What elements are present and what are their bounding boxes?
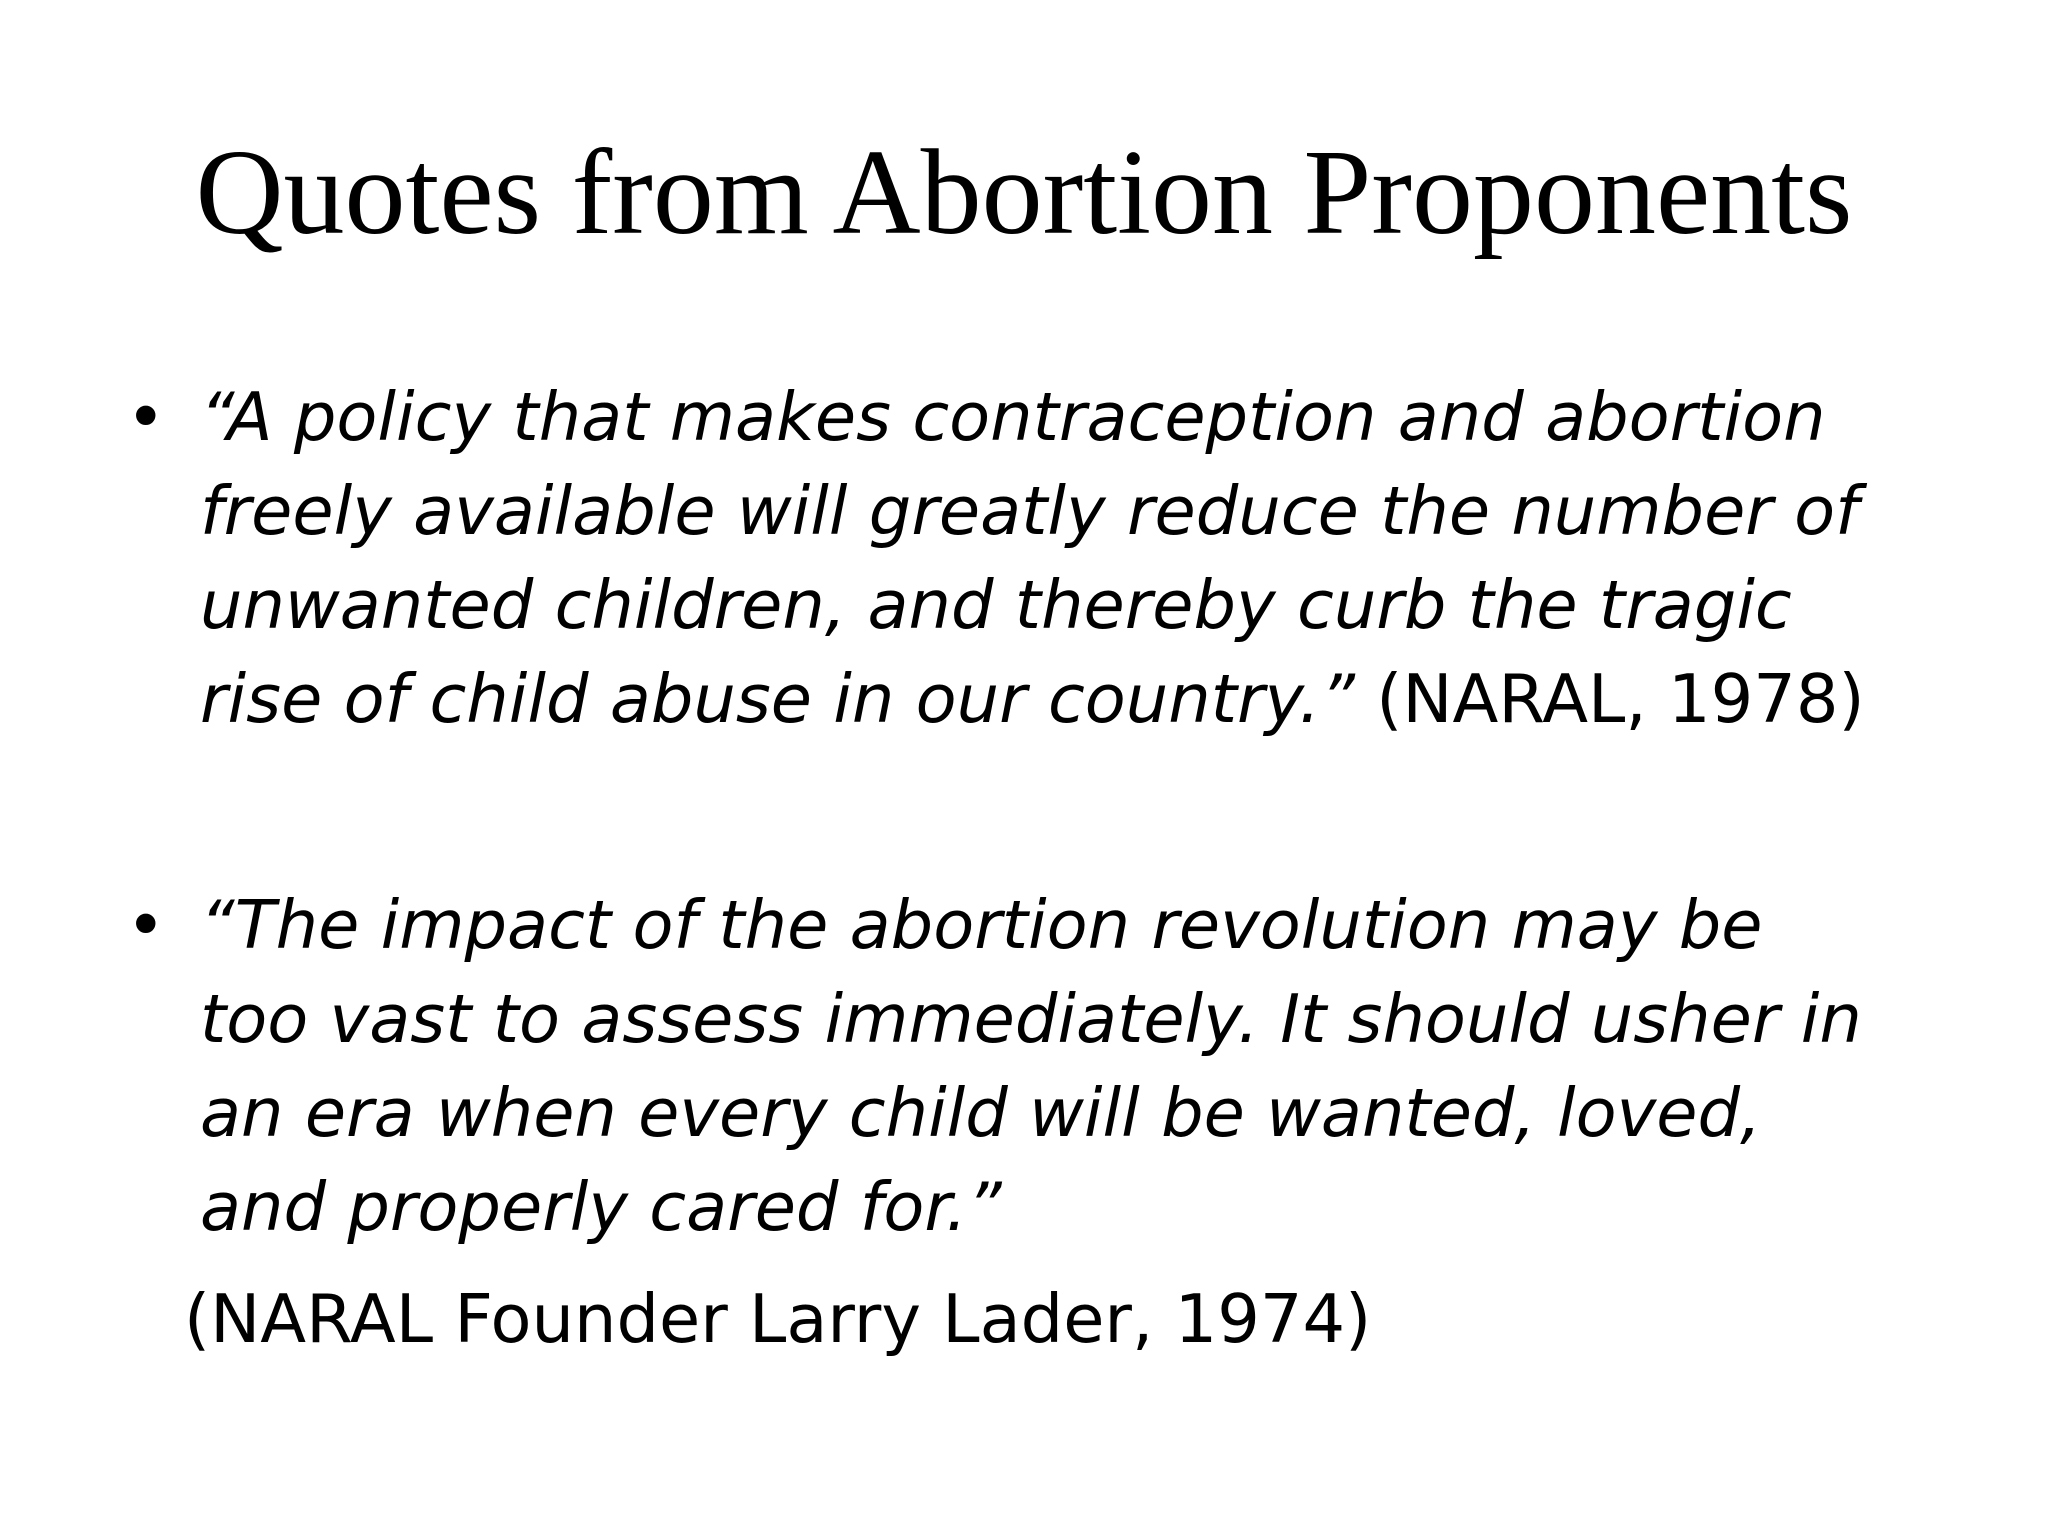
quote-line: unwanted children, and thereby curb the tragic: [200, 566, 1792, 644]
quote-line: freely available will greatly reduce the number of: [200, 472, 1859, 550]
quote-line: “The impact of the abortion revolution may be: [200, 886, 1763, 964]
quote-line: rise of child abuse in our country.”: [200, 660, 1355, 738]
quote-line: and properly cared for.”: [200, 1168, 1002, 1246]
bullet-marker: •: [126, 886, 166, 964]
bullet-marker: •: [126, 378, 166, 456]
quote-attribution: (NARAL, 1978): [1355, 660, 1865, 738]
quote-last-line: [200, 652, 1865, 746]
quote-line: an era when every child will be wanted, loved,: [200, 1074, 1762, 1152]
quote-attribution: (NARAL Founder Larry Lader, 1974): [184, 1280, 1372, 1358]
quote-line: “A policy that makes contraception and abortion: [200, 378, 1826, 456]
quote-line: too vast to assess immediately. It should usher in: [200, 980, 1862, 1058]
slide-title: Quotes from Abortion Proponents: [195, 125, 1853, 260]
